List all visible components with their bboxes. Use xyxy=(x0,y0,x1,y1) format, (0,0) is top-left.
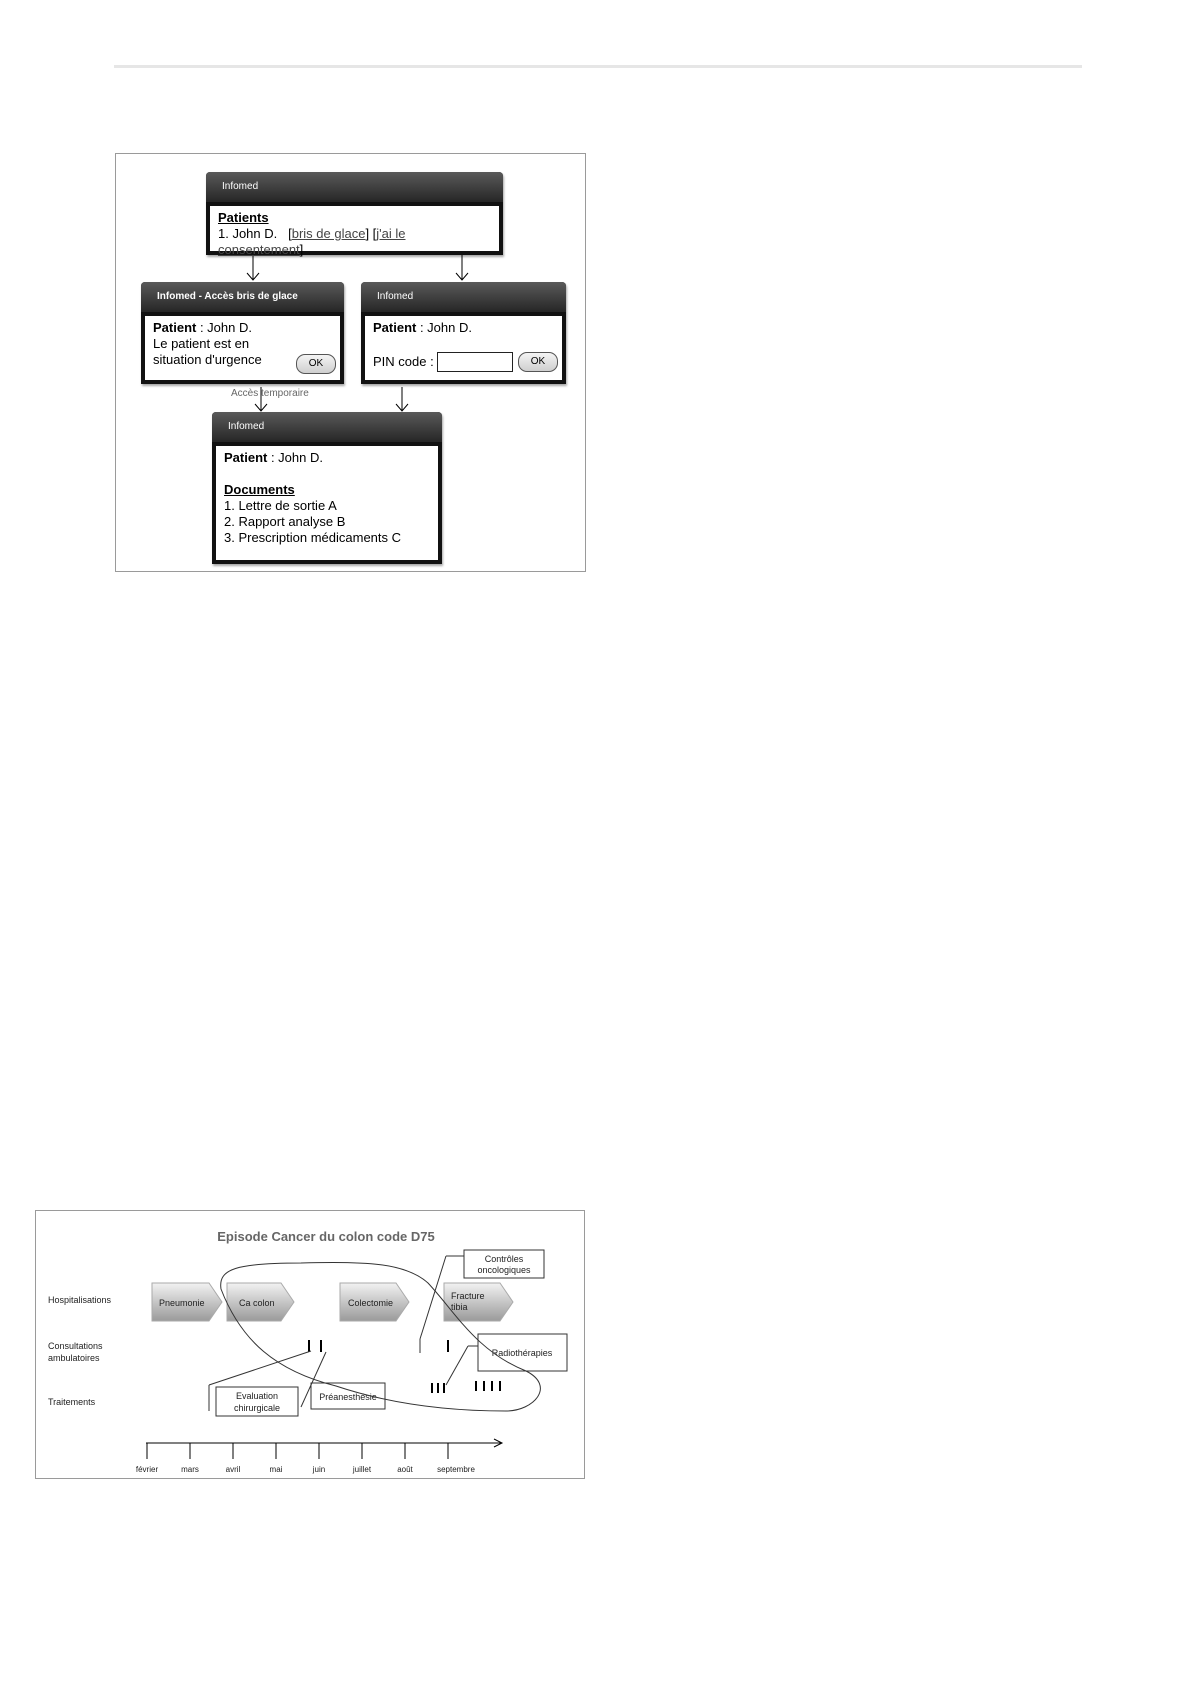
month-label: mai xyxy=(269,1465,283,1474)
window-body xyxy=(216,446,438,560)
treatment-ticks xyxy=(432,1381,500,1393)
label-colectomie: Colectomie xyxy=(348,1298,394,1308)
window-title: Infomed - Accès bris de glace xyxy=(141,282,344,312)
patient-value: : John D. xyxy=(196,320,252,335)
label-oncologiques: oncologiques xyxy=(477,1265,531,1275)
patient-value: : John D. xyxy=(267,450,323,465)
window-title: Infomed xyxy=(212,412,442,442)
row-label-traitements: Traitements xyxy=(48,1397,96,1407)
pin-code-input[interactable] xyxy=(437,352,513,372)
label-tibia: tibia xyxy=(451,1302,468,1312)
month-ticks xyxy=(147,1443,448,1459)
documents-heading: Documents xyxy=(224,482,295,497)
month-label: juillet xyxy=(352,1465,372,1474)
pin-label: PIN code : xyxy=(373,354,434,369)
emergency-line-2: situation d'urgence xyxy=(153,352,262,367)
episode-timeline-svg xyxy=(36,1211,584,1478)
window-body xyxy=(365,316,562,380)
patient-line xyxy=(153,320,332,336)
document-item[interactable]: 1. Lettre de sortie A xyxy=(224,498,337,513)
row-label-hospitalisations: Hospitalisations xyxy=(48,1295,112,1305)
patient-line xyxy=(373,320,554,336)
label-evaluation: Evaluation xyxy=(235,1391,279,1401)
month-label: août xyxy=(397,1465,413,1474)
patient-row: 1. John D. [bris de glace] [j'ai le consentement] xyxy=(218,226,406,257)
patients-heading: Patients xyxy=(218,210,269,225)
label-fracture: Fracture xyxy=(451,1291,485,1301)
label-pneumonie: Pneumonie xyxy=(159,1298,205,1308)
ok-button[interactable]: OK xyxy=(518,352,558,372)
patient-label: Patient xyxy=(153,320,197,335)
window-documents xyxy=(212,412,442,564)
patient-label: Patient xyxy=(373,320,417,335)
window-body xyxy=(145,316,340,380)
window-title: Infomed xyxy=(206,172,503,202)
label-controles: Contrôles xyxy=(484,1254,524,1264)
month-label: avril xyxy=(225,1465,241,1474)
patient-value: : John D. xyxy=(416,320,472,335)
window-title: Infomed xyxy=(361,282,566,312)
row-label-consultations: Consultations xyxy=(48,1341,103,1351)
month-label: septembre xyxy=(437,1465,475,1474)
emergency-line-1: Le patient est en xyxy=(153,336,250,351)
break-glass-link[interactable]: bris de glace xyxy=(291,226,366,241)
label-preanesthesie: Préanesthésie xyxy=(319,1392,377,1402)
row-label-ambulatoires: ambulatoires xyxy=(48,1353,100,1363)
top-rule xyxy=(114,65,1082,68)
temporary-access-caption: Accès temporaire xyxy=(231,388,309,399)
consent-link[interactable]: j'ai le consentement xyxy=(218,226,406,257)
document-item[interactable]: 3. Prescription médicaments C xyxy=(224,530,402,545)
document-item[interactable]: 2. Rapport analyse B xyxy=(224,514,346,529)
episode-timeline-figure xyxy=(35,1210,585,1479)
patient-label: Patient xyxy=(224,450,268,465)
consultation-ticks xyxy=(309,1340,448,1352)
window-patients xyxy=(206,172,503,255)
window-break-glass xyxy=(141,282,344,384)
patient-line xyxy=(224,450,430,466)
label-chirurgicale: chirurgicale xyxy=(233,1403,281,1413)
month-label: juin xyxy=(312,1465,326,1474)
label-ca-colon: Ca colon xyxy=(239,1298,275,1308)
label-radiotherapies: Radiothérapies xyxy=(491,1348,553,1358)
access-flow-figure xyxy=(115,153,586,572)
month-label: février xyxy=(135,1465,159,1474)
ok-button[interactable]: OK xyxy=(296,354,336,374)
month-label: mars xyxy=(181,1465,199,1474)
window-body xyxy=(210,206,499,257)
timeline-title: Episode Cancer du colon code D75 xyxy=(217,1229,435,1244)
patient-item: 1. John D. xyxy=(218,226,278,241)
window-pin xyxy=(361,282,566,384)
